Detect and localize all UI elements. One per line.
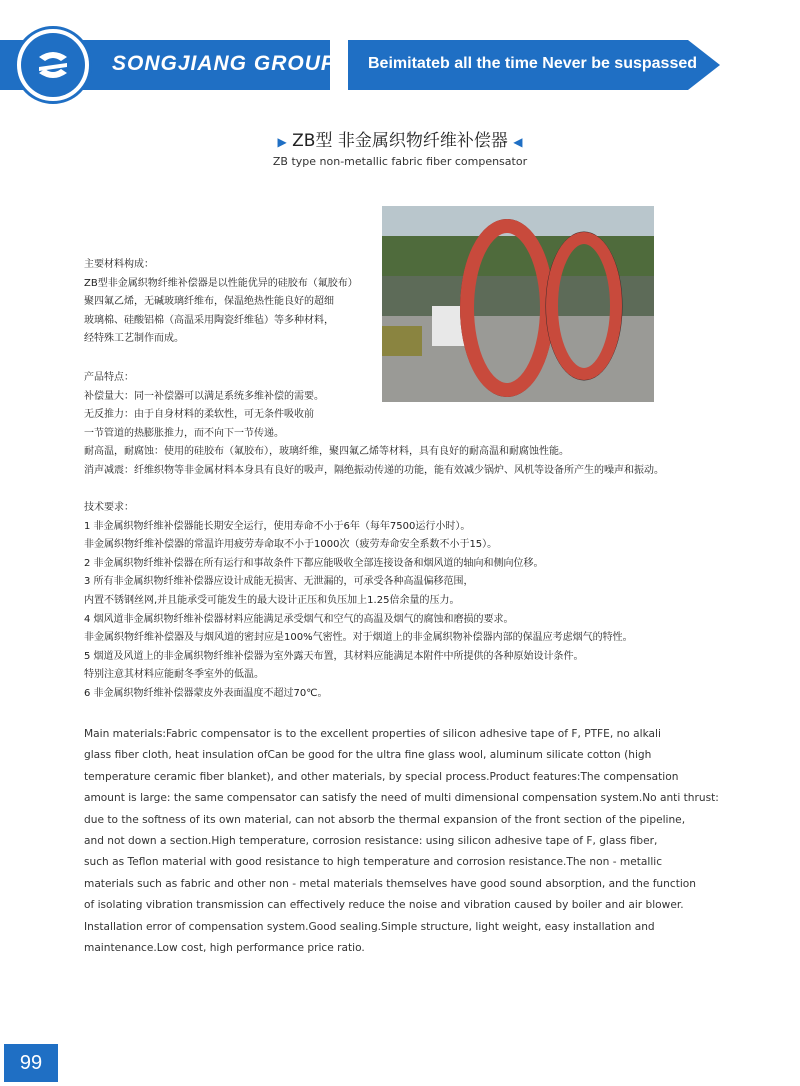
- english-line: maintenance.Low cost, high performance price ratio.: [84, 942, 365, 955]
- technical-line: 3 所有非金属织物纤维补偿器应设计成能无损害、无泄漏的，可承受各种高温偏移范围，: [84, 576, 474, 588]
- english-line: of isolating vibration transmission can effectively reduce the noise and vibration caused by boiler and air blower.: [84, 899, 684, 912]
- english-line: and not down a section.High temperature, corrosion resistance: using silicon adhesive tape of F, glass fiber,: [84, 835, 658, 848]
- technical-line: 2 非金属织物纤维补偿器在所有运行和事故条件下都应能吸收全部连接设备和烟风道的轴向和侧向位移。: [84, 557, 544, 569]
- triangle-left-icon: ◀: [513, 135, 523, 149]
- english-line: Main materials:Fabric compensator is to the excellent properties of silicon adhesive tape of F, PTFE, no alkali: [84, 728, 661, 740]
- technical-line: 非金属织物纤维补偿器的常温许用疲劳寿命取不小于1000次（疲劳寿命安全系数不小于15）。: [84, 539, 498, 551]
- materials-line: 玻璃棉、硅酸铝棉（高温采用陶瓷纤维毡）等多种材料，: [84, 314, 334, 326]
- materials-heading: 主要材料构成：: [84, 259, 154, 270]
- english-line: amount is large: the same compensator can satisfy the need of multi dimensional compensation system.No anti thrust:: [84, 792, 719, 805]
- materials-line: 聚四氟乙烯，无碱玻璃纤维布，保温绝热性能良好的超细: [84, 296, 334, 308]
- technical-line: 1 非金属织物纤维补偿器能长期安全运行，使用寿命不小于6年（每年7500运行小时）。: [84, 520, 471, 532]
- english-line: materials such as fabric and other non - metal materials themselves have good sound absorption, and the function: [84, 877, 696, 890]
- english-description: [84, 724, 734, 959]
- technical-line: 内置不锈钢丝网,并且能承受可能发生的最大设计正压和负压加上1.25倍余量的压力。: [84, 594, 460, 606]
- technical-line: 特别注意其材料应能耐冬季室外的低温。: [84, 669, 264, 681]
- features-line: 补偿量大：同一补偿器可以满足系统多维补偿的需要。: [84, 390, 324, 402]
- title-en: ZB type non-metallic fabric fiber compensator: [272, 155, 528, 168]
- english-line: Installation error of compensation system.Good sealing.Simple structure, light weight, easy installation and: [84, 920, 655, 933]
- features-line: 耐高温，耐腐蚀：使用的硅胶布（氟胶布），玻璃纤维，聚四氟乙烯等材料，具有良好的耐高温和耐腐蚀性能。: [84, 446, 569, 458]
- english-line: temperature ceramic fiber blanket), and other materials, by special process.Product features:The compensation: [84, 770, 679, 783]
- materials-section: [84, 256, 358, 349]
- technical-section: [84, 499, 633, 704]
- english-line: due to the softness of its own material, can not absorb the thermal expansion of the front section of the pipeline,: [84, 813, 686, 826]
- title-zh: ZB型 非金属织物纤维补偿器: [292, 131, 508, 151]
- technical-line: 4 烟风道非金属织物纤维补偿器材料应能满足承受烟气和空气的高温及烟气的腐蚀和磨损的要求。: [84, 613, 514, 625]
- features-line: 无反推力：由于自身材料的柔软性，可无条件吸收前: [84, 409, 314, 421]
- materials-line: ZB型非金属织物纤维补偿器是以性能优异的硅胶布（氟胶布）: [84, 277, 358, 289]
- features-line: 消声减震：纤维织物等非金属材料本身具有良好的吸声，隔绝振动传递的功能，能有效减少锅炉、风机等设备所产生的噪声和振动。: [84, 464, 664, 476]
- features-section: [84, 369, 664, 481]
- materials-line: 经特殊工艺制作而成。: [84, 333, 184, 345]
- technical-line: 非金属织物纤维补偿器及与烟风道的密封应是100%气密性。对于烟道上的非金属织物补偿器内部的保温应考虑烟气的特性。: [84, 632, 633, 644]
- slogan: Beimitateb all the time Never be suspassed: [368, 55, 698, 72]
- technical-heading: 技术要求：: [84, 502, 134, 513]
- page-title: [0, 126, 800, 151]
- technical-line: 6 非金属织物纤维补偿器蒙皮外表面温度不超过70℃。: [84, 687, 328, 699]
- brand-name: SONGJIANG GROUP: [112, 52, 336, 75]
- english-line: glass fiber cloth, heat insulation ofCan be good for the ultra fine glass wool, aluminum silicate cotton (high: [84, 749, 652, 762]
- features-line: 一节管道的热膨胀推力，而不向下一节传递。: [84, 427, 284, 439]
- logo-icon: [31, 43, 75, 87]
- page-number: 99: [4, 1044, 58, 1082]
- english-line: such as Teflon material with good resistance to high temperature and corrosion resistance.The non - metallic: [84, 856, 663, 869]
- features-heading: 产品特点：: [84, 372, 134, 383]
- triangle-right-icon: ▶: [277, 135, 287, 149]
- technical-line: 5 烟道及风道上的非金属织物纤维补偿器为室外露天布置，其材料应能满足本附件中所提供的各种原始设计条件。: [84, 650, 584, 662]
- company-logo: [14, 26, 92, 104]
